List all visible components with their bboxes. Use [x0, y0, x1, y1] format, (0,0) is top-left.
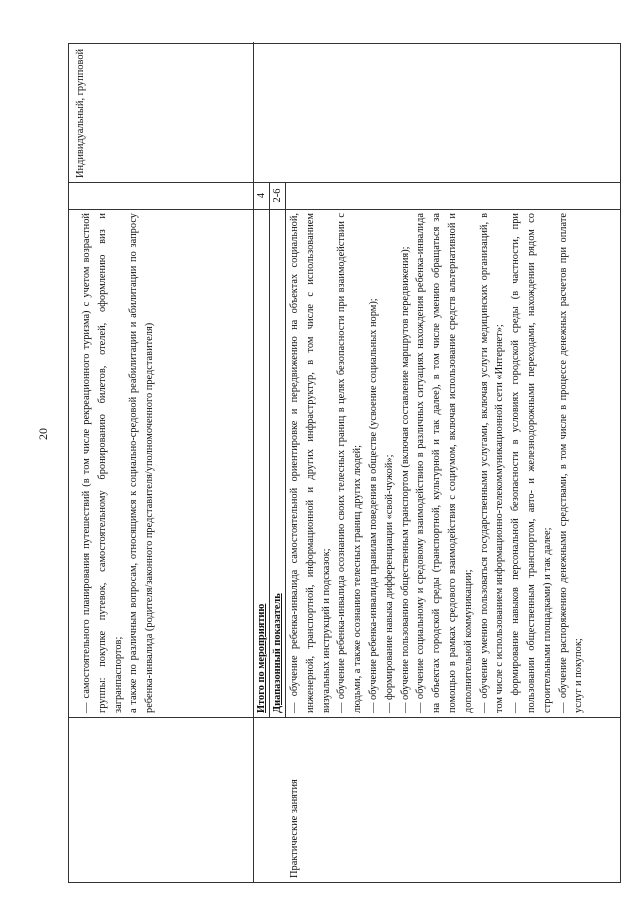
activity-name: Практические занятия — [289, 779, 300, 878]
top-block-text — [79, 209, 158, 717]
practical-paragraph: — обучение ребенка-инвалида самостоятельной ориентировке и передвижению на объектах социальной, инженерной, транспортной, информационной и других инфраструктур, в том числе с использованием визуальных инструкций и подсказок; — [289, 213, 332, 713]
practical-paragraph: — обучение пользованию общественным транспортом (включая составление маршрутов передвижения); — [399, 246, 411, 713]
practical-paragraph: — обучение социальному и средовому взаимодействию в различных ситуациях нахождения ребенка-инвалида на объектах городской среды (транспортной, культурной и так далее), в том числе умению обращаться за помощью в рамках средового взаимодействия с социумом, включая использование средств альтернативной и дополнительной коммуникации; — [415, 213, 474, 713]
practical-paragraph: — обучение распоряжению денежными средствами, в том числе в процессе денежных расчетов при оплате услуг и покупок; — [557, 213, 585, 713]
total-value: 4 — [256, 192, 267, 199]
format-name: Индивидуальный, групповой — [75, 48, 86, 178]
practical-paragraph: — обучение ребенка-инвалида осознанию своих телесных границ в целях безопасности при взаимодействии с людьми, а также осознанию телесных границ других людей; — [336, 213, 364, 713]
top-paragraph: — самостоятельного планирования путешествий (в том числе рекреационного туризма) с учетом возрастной группы: покупке путевок, самостоятельному бронированию билетов, отелей, оформлению виз и загранпаспортов; — [81, 213, 124, 713]
practical-paragraph: — формирование навыков персональной безопасности в условиях городской среды (в частности, при пользовании общественным транспортом, авто- и железнодорожными переходами, нахождении рядом со строительными площадками) и так далее; — [510, 213, 553, 713]
range-value: 2-6 — [272, 188, 283, 203]
format-column — [69, 42, 620, 182]
hours-column — [69, 182, 620, 209]
top-paragraph: а также по различным вопросам, относящимся к социально-средовой реабилитации и абилитации по запросу ребенка-инвалида (родителя/законного представителя/уполномоченного представителя) — [128, 213, 156, 713]
practical-paragraph: — формирование навыка дифференциации «свой-чужой»; — [383, 454, 395, 713]
program-table — [68, 43, 621, 883]
practical-content — [287, 209, 587, 717]
practical-paragraph: — обучение ребенка-инвалида правилам поведения в обществе (усвоение социальных норм); — [367, 298, 379, 713]
range-label: Диапазонный показатель — [272, 593, 283, 713]
page-number: 20 — [36, 428, 50, 440]
activity-column — [69, 717, 620, 882]
practical-paragraph: — обучение умению пользоваться государственными услугами, включая услуги медицинских организаций, в том числе с использованием информационно-телекоммуникационной сети «Интернет»; — [478, 213, 506, 713]
total-label: Итого по мероприятию — [256, 603, 267, 713]
